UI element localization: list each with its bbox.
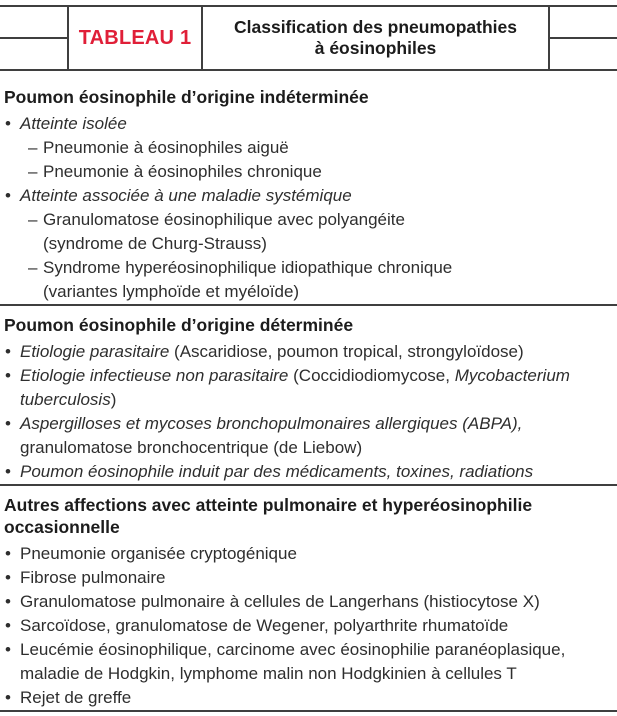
list-item	[0, 184, 617, 208]
bullet-marker: •	[5, 640, 11, 659]
bullet-marker: •	[5, 592, 11, 611]
text-segment: Atteinte associée à une maladie systémique	[20, 186, 352, 205]
section-divider	[0, 484, 617, 486]
list-item	[0, 590, 617, 614]
text-segment: Etiologie parasitaire	[20, 342, 175, 361]
text-segment: Pneumonie à éosinophiles aiguë	[43, 138, 289, 157]
section-heading	[0, 86, 617, 108]
list-item	[0, 208, 617, 256]
list-item	[0, 136, 617, 160]
bullet-marker: •	[5, 114, 11, 133]
item-line	[43, 208, 617, 232]
item-line	[20, 112, 617, 136]
text-segment: (Ascaridiose, poumon tropical, strongyloïdose)	[174, 342, 524, 361]
text-segment: (variantes lymphoïde et myéloïde)	[43, 282, 300, 301]
item-line	[20, 340, 617, 364]
table-title-line: à éosinophiles	[314, 38, 437, 58]
bullet-marker: •	[5, 616, 11, 635]
text-segment: Granulomatose pulmonaire à cellules de Langerhans (histiocytose X)	[20, 592, 540, 611]
section-1	[0, 86, 617, 304]
item-line	[20, 662, 617, 686]
dash-marker: –	[28, 162, 38, 181]
list-item	[0, 160, 617, 184]
item-line	[20, 614, 617, 638]
list-item	[0, 340, 617, 364]
list-item	[0, 686, 617, 710]
bullet-marker: •	[5, 462, 11, 481]
bullet-marker: •	[5, 688, 11, 707]
text-segment: maladie de Hodgkin, lymphome malin non Hodgkinien à cellules T	[20, 664, 517, 683]
item-line	[20, 388, 617, 412]
text-segment: Sarcoïdose, granulomatose de Wegener, polyarthrite rhumatoïde	[20, 616, 509, 635]
table-label: TABLEAU 1	[78, 26, 192, 49]
list-item	[0, 566, 617, 590]
text-segment: Poumon éosinophile induit par des médicaments, toxines, radiations	[20, 462, 534, 481]
list-item	[0, 364, 617, 412]
bullet-marker: •	[5, 342, 11, 361]
list-item	[0, 112, 617, 136]
text-segment: Etiologie infectieuse non parasitaire	[20, 366, 294, 385]
table-body	[0, 71, 617, 712]
text-segment: )	[110, 390, 117, 409]
table-header	[0, 5, 617, 71]
dash-marker: –	[28, 138, 38, 157]
list-item	[0, 542, 617, 566]
text-segment: Syndrome hyperéosinophilique idiopathique chronique	[43, 258, 453, 277]
header-left-divider	[0, 37, 67, 39]
bullet-marker: •	[5, 186, 11, 205]
section-2	[0, 314, 617, 484]
section-heading	[0, 314, 617, 336]
item-line	[20, 638, 617, 662]
text-segment: (syndrome de Churg-Strauss)	[43, 234, 267, 253]
item-line	[43, 136, 617, 160]
bullet-marker: •	[5, 544, 11, 563]
section-heading-line: Poumon éosinophile d’origine déterminée	[4, 315, 354, 335]
item-line	[20, 542, 617, 566]
item-line	[20, 566, 617, 590]
section-3	[0, 494, 617, 710]
item-line	[20, 590, 617, 614]
header-left-cell	[0, 7, 67, 69]
item-line	[20, 436, 617, 460]
text-segment: tuberculosis	[20, 390, 111, 409]
text-segment: granulomatose bronchocentrique (de Liebow)	[20, 438, 363, 457]
text-segment: Pneumonie organisée cryptogénique	[20, 544, 297, 563]
bullet-marker: •	[5, 414, 11, 433]
list-item	[0, 638, 617, 686]
item-line	[20, 364, 617, 388]
item-line	[20, 412, 617, 436]
text-segment: Leucémie éosinophilique, carcinome avec éosinophilie paranéoplasique,	[20, 640, 566, 659]
text-segment: Mycobacterium	[454, 366, 570, 385]
table-title-line: Classification des pneumopathies	[234, 17, 517, 37]
section-heading-line: Autres affections avec atteinte pulmonaire et hyperéosinophilie	[4, 495, 533, 515]
section-heading-line: occasionnelle	[4, 517, 120, 537]
text-segment: Fibrose pulmonaire	[20, 568, 166, 587]
item-line	[43, 280, 617, 304]
dash-marker: –	[28, 258, 38, 277]
text-segment: Granulomatose éosinophilique avec polyangéite	[43, 210, 405, 229]
table-title-cell	[203, 7, 550, 69]
list-item	[0, 412, 617, 460]
list-item	[0, 256, 617, 304]
text-segment: Rejet de greffe	[20, 688, 132, 707]
section-divider	[0, 304, 617, 306]
item-line	[20, 460, 617, 484]
bullet-marker: •	[5, 366, 11, 385]
section-heading-line: Poumon éosinophile d’origine indéterminée	[4, 87, 369, 107]
header-right-divider	[550, 37, 617, 39]
list-item	[0, 460, 617, 484]
text-segment: Atteinte isolée	[20, 114, 127, 133]
header-right-cell	[550, 7, 617, 69]
text-segment: Pneumonie à éosinophiles chronique	[43, 162, 322, 181]
table-bottom-rule	[0, 710, 617, 712]
item-line	[20, 184, 617, 208]
item-line	[20, 686, 617, 710]
item-line	[43, 232, 617, 256]
text-segment: (Coccidiodiomycose,	[293, 366, 455, 385]
list-item	[0, 614, 617, 638]
text-segment: Aspergilloses et mycoses bronchopulmonaires allergiques (ABPA),	[20, 414, 523, 433]
dash-marker: –	[28, 210, 38, 229]
section-heading	[0, 494, 617, 538]
item-line	[43, 256, 617, 280]
item-line	[43, 160, 617, 184]
table-label-cell	[67, 7, 203, 69]
bullet-marker: •	[5, 568, 11, 587]
